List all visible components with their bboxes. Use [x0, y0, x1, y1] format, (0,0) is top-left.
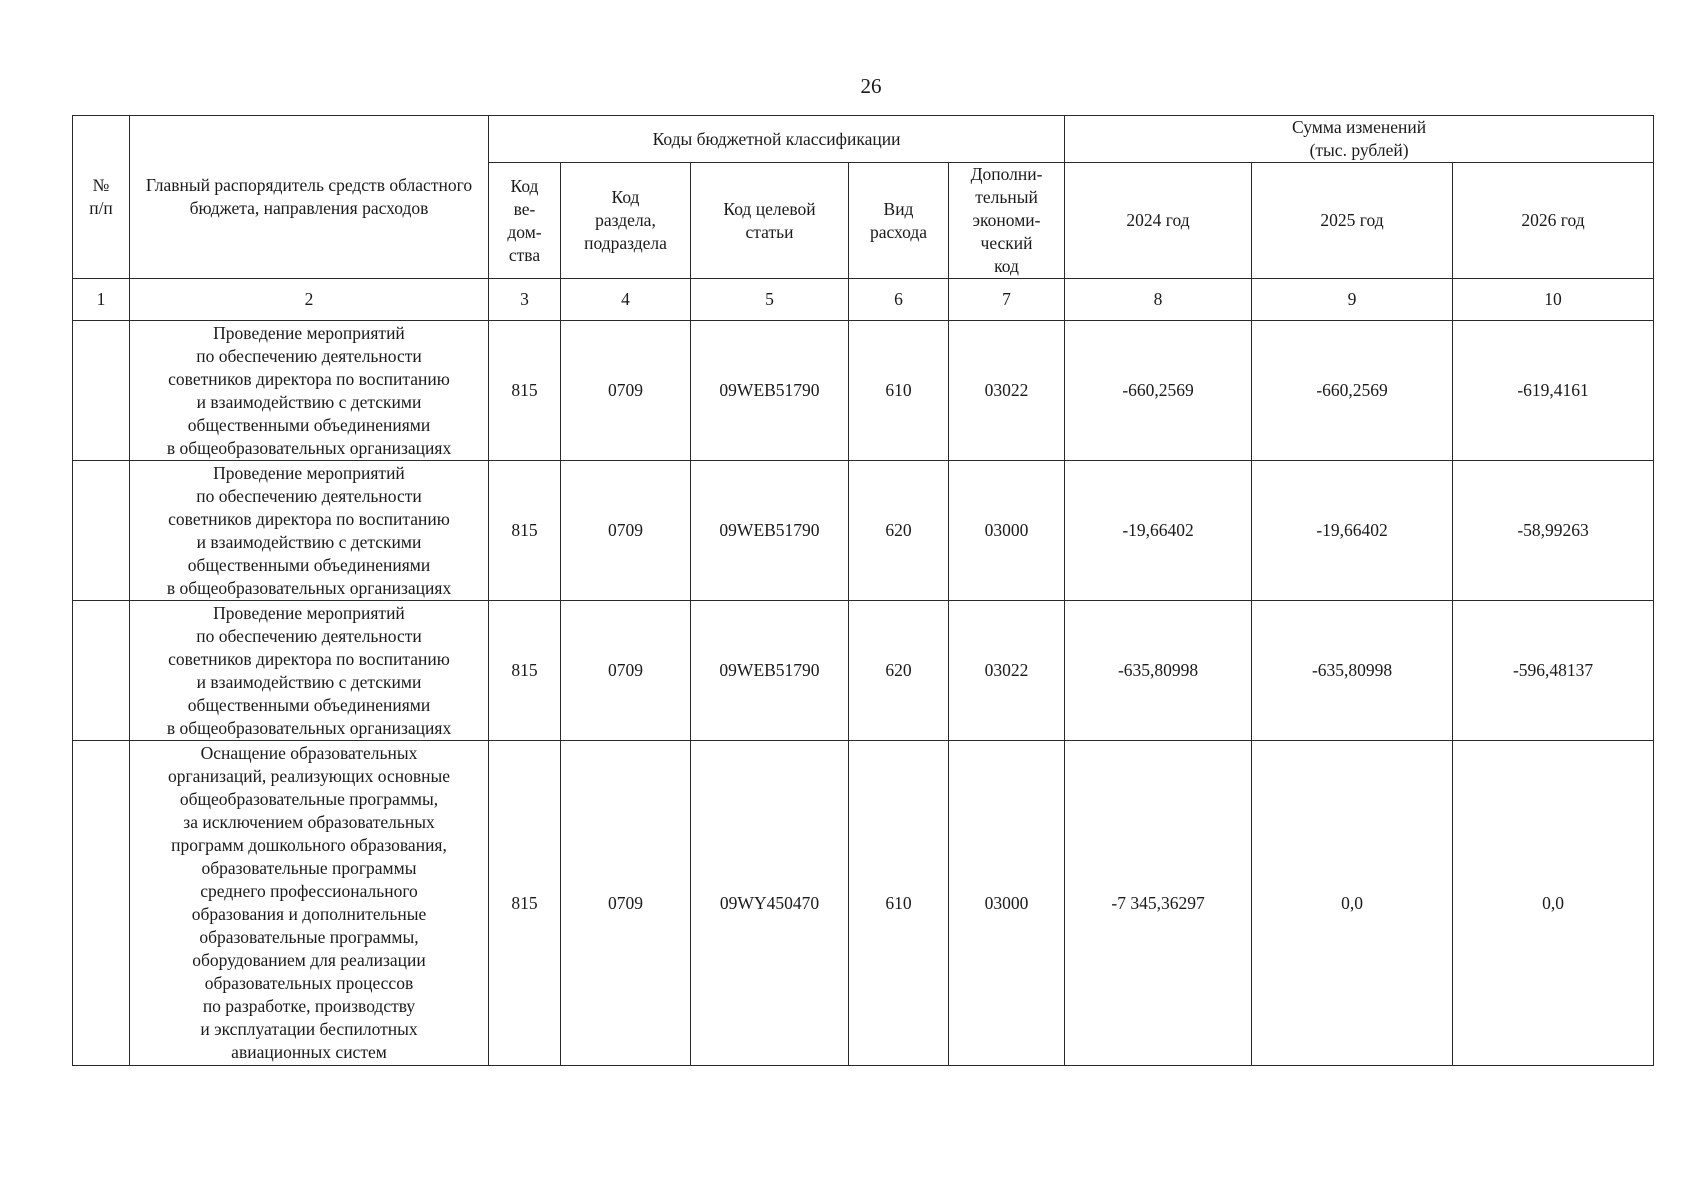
row-econ: 03022 [949, 321, 1065, 461]
col-number: 7 [949, 279, 1065, 321]
header-target: Код целевой статьи [691, 163, 849, 279]
row-2024: -635,80998 [1065, 601, 1252, 741]
col-number: 2 [130, 279, 489, 321]
row-razdel: 0709 [561, 321, 691, 461]
header-num: № п/п [73, 116, 130, 279]
header-ved: Код ве- дом- ства [489, 163, 561, 279]
header-recipient: Главный распорядитель средств областного бюджета, направления расходов [130, 116, 489, 279]
table-row [73, 461, 1654, 601]
row-ved: 815 [489, 461, 561, 601]
budget-changes-table [72, 115, 1654, 1066]
row-econ: 03022 [949, 601, 1065, 741]
row-vid: 620 [849, 601, 949, 741]
row-2024: -19,66402 [1065, 461, 1252, 601]
row-target: 09WEB51790 [691, 601, 849, 741]
table-row [73, 741, 1654, 1066]
header-codes-group: Коды бюджетной классификации [489, 116, 1065, 163]
row-num [73, 601, 130, 741]
row-target: 09WEB51790 [691, 321, 849, 461]
row-razdel: 0709 [561, 461, 691, 601]
row-description: Проведение мероприятий по обеспечению деятельности советников директора по воспитанию и взаимодействию с детскими общественными объединениями в общеобразовательных организациях [130, 321, 489, 461]
row-2024: -660,2569 [1065, 321, 1252, 461]
header-2026: 2026 год [1453, 163, 1654, 279]
col-number: 1 [73, 279, 130, 321]
header-vid: Вид расхода [849, 163, 949, 279]
row-2026: -596,48137 [1453, 601, 1654, 741]
row-2024: -7 345,36297 [1065, 741, 1252, 1066]
table-row [73, 321, 1654, 461]
page-number: 26 [860, 74, 882, 98]
col-number: 3 [489, 279, 561, 321]
row-2026: -58,99263 [1453, 461, 1654, 601]
row-razdel: 0709 [561, 741, 691, 1066]
column-number-row [73, 279, 1654, 321]
row-ved: 815 [489, 321, 561, 461]
row-num [73, 461, 130, 601]
row-econ: 03000 [949, 741, 1065, 1066]
header-razdel: Код раздела, подраздела [561, 163, 691, 279]
table-body [73, 321, 1654, 1066]
row-description: Оснащение образовательных организаций, реализующих основные общеобразовательные программы, за исключением образовательных программ дошкольного образования, образовательные программы среднего профессионального образования и дополнительные образовательные программы, оборудованием для реализации образовательных процессов по разработке, производству и эксплуатации беспилотных авиационных систем [130, 741, 489, 1066]
row-2026: 0,0 [1453, 741, 1654, 1066]
header-sum-group: Сумма изменений (тыс. рублей) [1065, 116, 1654, 163]
header-econ: Дополни- тельный экономи- ческий код [949, 163, 1065, 279]
row-target: 09WY450470 [691, 741, 849, 1066]
table-header [73, 116, 1654, 321]
table-row [73, 601, 1654, 741]
row-ved: 815 [489, 601, 561, 741]
row-2025: 0,0 [1252, 741, 1453, 1066]
row-2026: -619,4161 [1453, 321, 1654, 461]
row-description: Проведение мероприятий по обеспечению деятельности советников директора по воспитанию и взаимодействию с детскими общественными объединениями в общеобразовательных организациях [130, 461, 489, 601]
row-econ: 03000 [949, 461, 1065, 601]
row-2025: -660,2569 [1252, 321, 1453, 461]
row-2025: -19,66402 [1252, 461, 1453, 601]
row-vid: 610 [849, 741, 949, 1066]
row-2025: -635,80998 [1252, 601, 1453, 741]
row-razdel: 0709 [561, 601, 691, 741]
col-number: 10 [1453, 279, 1654, 321]
row-ved: 815 [489, 741, 561, 1066]
col-number: 4 [561, 279, 691, 321]
row-vid: 610 [849, 321, 949, 461]
col-number: 8 [1065, 279, 1252, 321]
row-target: 09WEB51790 [691, 461, 849, 601]
col-number: 5 [691, 279, 849, 321]
row-num [73, 741, 130, 1066]
row-vid: 620 [849, 461, 949, 601]
row-description: Проведение мероприятий по обеспечению деятельности советников директора по воспитанию и взаимодействию с детскими общественными объединениями в общеобразовательных организациях [130, 601, 489, 741]
col-number: 6 [849, 279, 949, 321]
header-2025: 2025 год [1252, 163, 1453, 279]
header-2024: 2024 год [1065, 163, 1252, 279]
col-number: 9 [1252, 279, 1453, 321]
row-num [73, 321, 130, 461]
